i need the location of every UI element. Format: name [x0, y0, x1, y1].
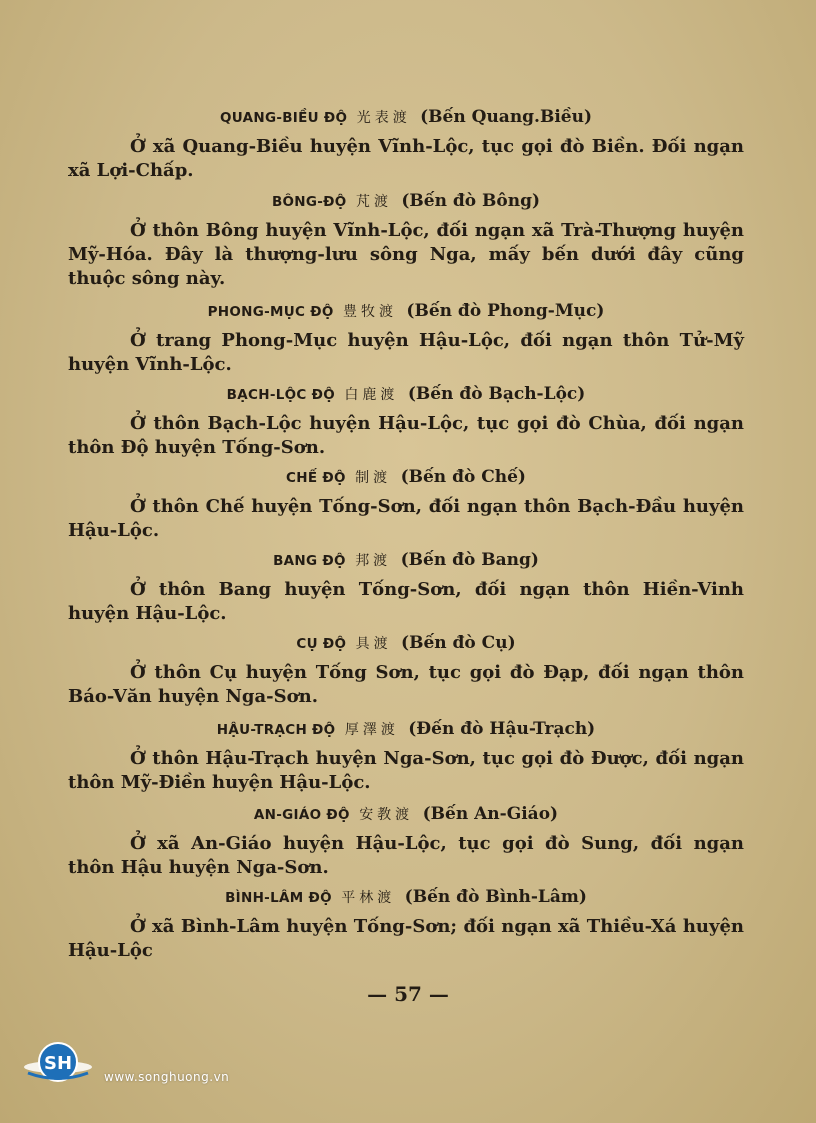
entry-vietnamese-title: (Bến đò Bình-Lâm) — [404, 887, 587, 907]
entry-cu — [68, 632, 744, 709]
entry-vietnamese-title: (Bến đò Phong-Mục) — [406, 301, 605, 321]
entry-description: Ở xã Quang-Biều huyện Vĩnh-Lộc, tục gọi đò Biền. Đối ngạn xã Lợi-Chấp. — [68, 136, 744, 181]
entry-han-characters: 具渡 — [355, 636, 392, 652]
entry-vietnamese-title: (Bến An-Giáo) — [422, 804, 559, 824]
entry-description: Ở trang Phong-Mục huyện Hậu-Lộc, đối ngạn thôn Tử-Mỹ huyện Vĩnh-Lộc. — [68, 330, 744, 375]
entry-description: Ở thôn Hậu-Trạch huyện Nga-Sơn, tục gọi đò Được, đối ngạn thôn Mỹ-Điền huyện Hậu-Lộc. — [68, 748, 744, 793]
entry-vietnamese-title: (Bến đò Bang) — [400, 550, 539, 570]
entry-han-characters: 安教渡 — [359, 807, 414, 823]
entry-heading — [68, 886, 744, 909]
entry-description: Ở thôn Bang huyện Tống-Sơn, đối ngạn thôn Hiền-Vinh huyện Hậu-Lộc. — [68, 579, 744, 624]
entry-vietnamese-title: (Bến đò Bạch-Lộc) — [407, 384, 586, 404]
entry-description: Ở thôn Cụ huyện Tống Sơn, tục gọi đò Đạp, đối ngạn thôn Báo-Văn huyện Nga-Sơn. — [68, 662, 744, 707]
entry-description: Ở thôn Bạch-Lộc huyện Hậu-Lộc, tục gọi đò Chùa, đối ngạn thôn Độ huyện Tống-Sơn. — [68, 413, 744, 458]
entry-vietnamese-title: (Bến đò Chế) — [400, 467, 526, 487]
page-number: — 57 — — [367, 982, 449, 1006]
entry-heading — [68, 549, 744, 572]
entry-phong-muc — [68, 300, 744, 377]
entry-name: CHẾ ĐỘ — [286, 470, 346, 486]
entry-vietnamese-title: (Đến đò Hậu-Trạch) — [408, 719, 596, 739]
entry-binh-lam — [68, 886, 744, 963]
entry-vietnamese-title: (Bến đò Bông) — [401, 191, 541, 211]
entry-bang — [68, 549, 744, 626]
entry-heading — [68, 383, 744, 406]
entry-description: Ở xã An-Giáo huyện Hậu-Lộc, tục gọi đò Sung, đối ngạn thôn Hậu huyện Nga-Sơn. — [68, 833, 744, 878]
entry-description: Ở thôn Chế huyện Tống-Sơn, đối ngạn thôn Bạch-Đầu huyện Hậu-Lộc. — [68, 496, 744, 541]
entry-description: Ở xã Bình-Lâm huyện Tống-Sơn; đối ngạn xã Thiều-Xá huyện Hậu-Lộc — [68, 916, 744, 961]
entry-description: Ở thôn Bông huyện Vĩnh-Lộc, đối ngạn xã Trà-Thượng huyện Mỹ-Hóa. Đây là thượng-lưu sông Nga, mấy bến dưới đây cũng thuộc sông này. — [68, 220, 744, 289]
entry-name: BÔNG-ĐỘ — [271, 194, 347, 210]
entry-name: BANG ĐỘ — [273, 553, 346, 569]
entry-heading — [68, 190, 744, 213]
entry-heading — [68, 632, 744, 655]
entry-heading — [68, 718, 744, 741]
watermark-url: www.songhuong.vn — [104, 1070, 230, 1084]
entry-name: AN-GIÁO ĐỘ — [253, 807, 350, 823]
entry-han-characters: 厚澤渡 — [344, 722, 399, 738]
entry-name: QUANG-BIỀU ĐỘ — [219, 110, 348, 126]
entry-han-characters: 芃渡 — [355, 194, 392, 210]
entry-han-characters: 光表渡 — [356, 110, 411, 126]
entry-vietnamese-title: (Bến Quang.Biều) — [420, 107, 593, 127]
entry-heading — [68, 466, 744, 489]
entry-vietnamese-title: (Bến đò Cụ) — [401, 633, 516, 653]
entry-heading — [68, 803, 744, 826]
entry-name: BẠCH-LỘC ĐỘ — [226, 387, 335, 403]
entry-heading — [68, 106, 744, 129]
entry-han-characters: 制渡 — [355, 470, 392, 486]
entry-heading — [68, 300, 744, 323]
entry-han-characters: 白鹿渡 — [344, 387, 399, 403]
entry-hau-trach — [68, 718, 744, 795]
entry-bach-loc — [68, 383, 744, 460]
entry-bong — [68, 190, 744, 291]
entry-che — [68, 466, 744, 543]
songhuong-logo — [22, 1040, 94, 1090]
entry-han-characters: 邦渡 — [355, 553, 392, 569]
entry-name: PHONG-MỤC ĐỘ — [207, 304, 334, 320]
entry-name: BÌNH-LÂM ĐỘ — [225, 890, 332, 906]
entry-han-characters: 豊牧渡 — [343, 304, 398, 320]
entry-han-characters: 平林渡 — [341, 890, 396, 906]
entry-an-giao — [68, 803, 744, 880]
entry-name: CỤ ĐỘ — [296, 636, 347, 652]
entry-quang-bieu — [68, 106, 744, 183]
entry-name: HẬU-TRẠCH ĐỘ — [216, 722, 336, 738]
logo-text: SH — [43, 1053, 73, 1074]
